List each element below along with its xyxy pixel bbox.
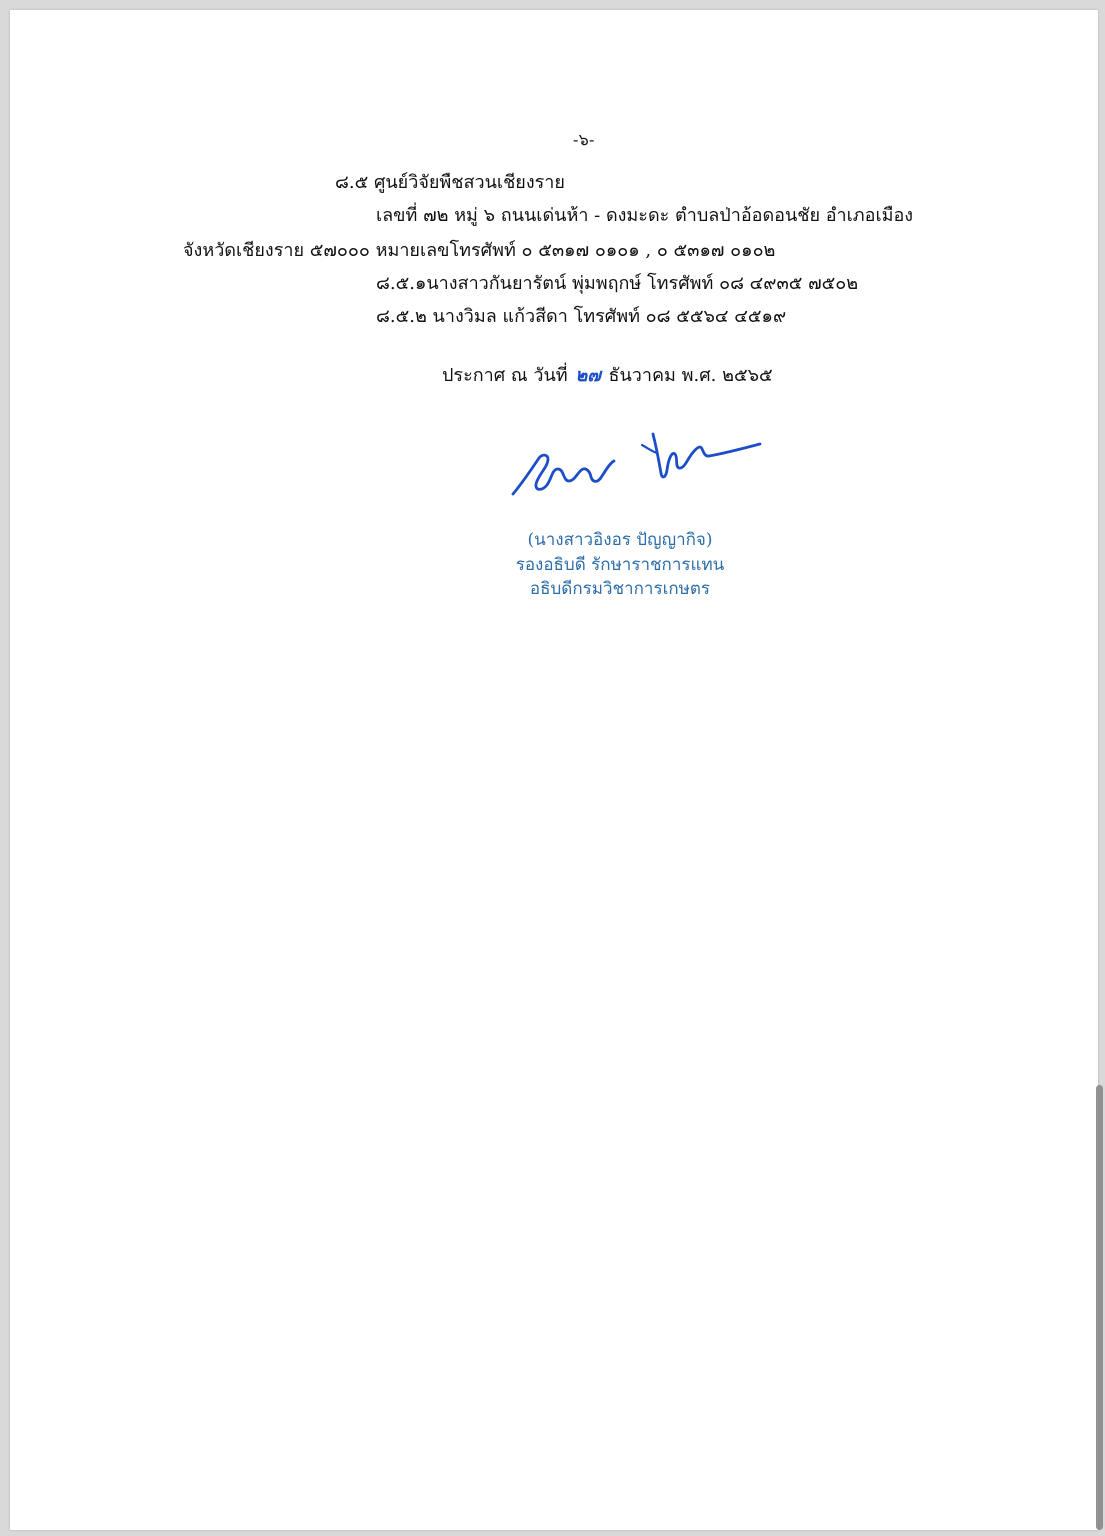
document-page — [10, 10, 1098, 1530]
contact-2: ๘.๕.๒ นางวิมล แก้วสีดา โทรศัพท์ ๐๘ ๕๕๖๔ ๔๕๑๙ — [376, 306, 787, 327]
signer-block — [510, 528, 730, 602]
signature-stroke-art — [505, 424, 770, 508]
signer-position-2: อธิบดีกรมวิชาการเกษตร — [529, 579, 711, 600]
signer-name: (นางสาวอิงอร ปัญญากิจ) — [527, 530, 713, 550]
announcement-date — [442, 360, 773, 389]
address-line-2: จังหวัดเชียงราย ๕๗๐๐๐ หมายเลขโทรศัพท์ ๐ ๕๓๑๗ ๐๑๐๑ , ๐ ๕๓๑๗ ๐๑๐๒ — [183, 240, 776, 261]
contact-1: ๘.๕.๑นางสาวกันยารัตน์ พุ่มพฤกษ์ โทรศัพท์ ๐๘ ๔๙๓๕ ๗๕๐๒ — [376, 273, 859, 294]
announcement-prefix: ประกาศ ณ วันที่ — [442, 365, 568, 386]
page-number: -๖- — [573, 130, 595, 149]
section-title: ๘.๕ ศูนย์วิจัยพืชสวนเชียงราย — [335, 172, 565, 193]
announcement-day: ๒๗ — [575, 365, 601, 386]
signature-image — [505, 424, 770, 508]
signer-position-1: รองอธิบดี รักษาราชการแทน — [515, 554, 725, 575]
announcement-suffix: ธันวาคม พ.ศ. ๒๕๖๕ — [608, 365, 773, 386]
address-line-1: เลขที่ ๗๒ หมู่ ๖ ถนนเด่นห้า - ดงมะดะ ตำบลป่าอ้อดอนชัย อำเภอเมือง — [376, 205, 914, 226]
scrollbar-thumb[interactable] — [1096, 1085, 1103, 1530]
vertical-scrollbar[interactable] — [1093, 0, 1105, 1536]
